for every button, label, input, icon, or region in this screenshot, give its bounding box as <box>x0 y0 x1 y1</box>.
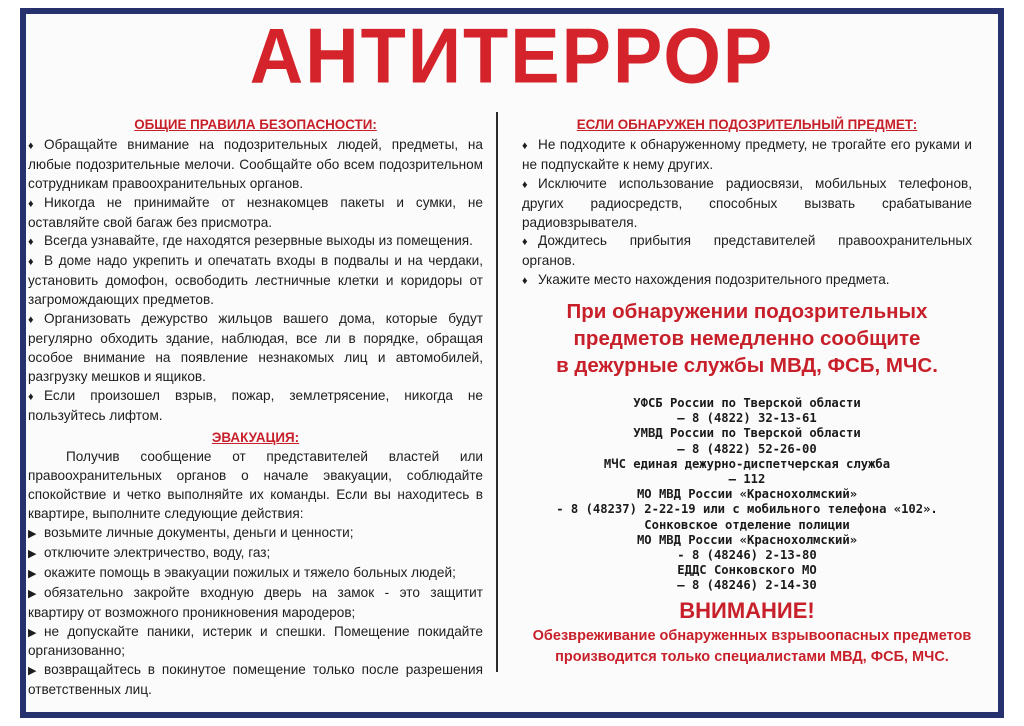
warning-text: Обезвреживание обнаруженных взрывоопасных предметов производится только специалистами МВД, ФСБ, МЧС. <box>532 628 972 665</box>
list-item <box>28 544 483 564</box>
diamond-bullet-icon: ♦ <box>522 178 528 191</box>
list-item <box>522 271 972 291</box>
list-item <box>522 175 972 233</box>
warning-title: ВНИМАНИЕ! <box>679 598 815 623</box>
diamond-bullet-icon: ♦ <box>28 139 34 152</box>
triangle-bullet-icon: ▶ <box>28 547 37 560</box>
list-item <box>28 310 483 387</box>
diamond-bullet-icon: ♦ <box>28 197 34 210</box>
suspicious-object-heading: ЕСЛИ ОБНАРУЖЕН ПОДОЗРИТЕЛЬНЫЙ ПРЕДМЕТ: <box>576 117 918 132</box>
list-item-text: Не подходите к обнаруженному предмету, не трогайте его руками и не подпускайте к нему других. <box>522 136 972 172</box>
report-notice <box>522 298 972 379</box>
list-item-text: отключите электричество, воду, газ; <box>44 544 271 560</box>
contact-line: ЕДДС Сонковского МО <box>677 563 817 578</box>
report-line: предметов немедленно сообщите <box>573 327 921 350</box>
list-item <box>28 661 483 700</box>
list-item-text: Если произошел взрыв, пожар, землетрясение, никогда не пользуйтесь лифтом. <box>28 387 483 423</box>
list-item <box>28 387 483 426</box>
contact-line: – 8 (48246) 2-14-30 <box>677 578 817 593</box>
suspicious-object-list <box>522 136 972 291</box>
contact-line: УФСБ России по Тверской области <box>633 396 861 410</box>
triangle-bullet-icon: ▶ <box>28 567 37 580</box>
contact-line: МО МВД России «Краснохолмский» <box>636 487 858 502</box>
list-item <box>522 232 972 271</box>
evacuation-heading: ЭВАКУАЦИЯ: <box>211 429 300 445</box>
list-item <box>522 136 972 175</box>
list-item <box>28 584 483 623</box>
diamond-bullet-icon: ♦ <box>522 236 528 249</box>
list-item <box>28 194 483 233</box>
diamond-bullet-icon: ♦ <box>28 256 34 269</box>
diamond-bullet-icon: ♦ <box>522 139 528 152</box>
list-item-text: В доме надо укрепить и опечатать входы в подвалы и на чердаки, установить домофон, освободить лестничные клетки и коридоры от загромождающих предметов. <box>28 253 483 308</box>
list-item-text: Организовать дежурство жильцов вашего дома, которые будут регулярно обходить здание, наблюдая, все ли в порядке, обращая особое внимание на появление незнакомых лиц и автомобилей, разгрузку мешков и ящиков. <box>28 311 483 384</box>
evacuation-list <box>28 524 483 700</box>
report-line: При обнаружении подозрительных <box>566 300 928 323</box>
list-item <box>28 564 483 584</box>
contacts-block <box>522 396 972 594</box>
list-item-text: Всегда узнавайте, где находятся резервные выходы из помещения. <box>44 233 473 249</box>
diamond-bullet-icon: ♦ <box>28 390 34 403</box>
contact-line: УМВД России по Тверской области <box>633 426 861 441</box>
list-item-text: Обращайте внимание на подозрительных людей, предметы, на любые подозрительные мелочи. Сообщайте обо всем подозрительном сотрудникам правоохранительных органов. <box>28 136 483 191</box>
list-item <box>28 252 483 310</box>
general-rules-heading: ОБЩИЕ ПРАВИЛА БЕЗОПАСНОСТИ: <box>134 117 377 132</box>
list-item <box>28 524 483 544</box>
triangle-bullet-icon: ▶ <box>28 587 37 600</box>
list-item-text: Никогда не принимайте от незнакомцев пакеты и сумки, не оставляйте свой багаж без присмотра. <box>28 194 483 230</box>
right-column <box>522 116 972 291</box>
triangle-bullet-icon: ▶ <box>28 665 37 678</box>
poster-title: АНТИТЕРРОР <box>249 11 775 100</box>
contact-line: – 8 (4822) 32-13-61 <box>677 411 817 426</box>
diamond-bullet-icon: ♦ <box>28 236 34 249</box>
list-item-text: Исключите использование радиосвязи, мобильных телефонов, других радиосредств, способных вызвать срабатывание радиовзрывателя. <box>522 175 972 230</box>
list-item-text: Укажите место нахождения подозрительного предмета. <box>538 272 890 288</box>
general-rules-list <box>28 136 483 426</box>
list-item <box>28 232 483 252</box>
list-item-text: Дождитесь прибытия представителей правоохранительных органов. <box>522 233 972 269</box>
contact-line: МО МВД России «Краснохолмский» <box>636 532 858 547</box>
contact-line: - 8 (48246) 2-13-80 <box>677 548 817 563</box>
report-line: в дежурные службы МВД, ФСБ, МЧС. <box>556 354 938 377</box>
list-item-text: не допускайте паники, истерик и спешки. Помещение покидайте организованно; <box>28 623 483 659</box>
evacuation-intro: Получив сообщение от представителей властей или правоохранительных органов о начале эвакуации, соблюдайте спокойствие и четко выполняйте их команды. Если вы находитесь в квартире, выполните следующие действия: <box>28 449 483 522</box>
list-item-text: окажите помощь в эвакуации пожилых и тяжело больных людей; <box>44 564 456 580</box>
diamond-bullet-icon: ♦ <box>522 275 528 288</box>
triangle-bullet-icon: ▶ <box>28 528 37 541</box>
list-item-text: обязательно закройте входную дверь на замок - это защитит квартиру от возможного проникновения мародеров; <box>28 584 483 620</box>
contact-line: – 112 <box>728 472 766 487</box>
diamond-bullet-icon: ♦ <box>28 314 34 327</box>
list-item <box>28 623 483 662</box>
contact-line: - 8 (48237) 2-22-19 или с мобильного телефона «102». <box>556 502 938 517</box>
column-divider <box>496 112 498 672</box>
left-column <box>28 116 483 700</box>
list-item <box>28 136 483 194</box>
list-item-text: возвращайтесь в покинутое помещение только после разрешения ответственных лиц. <box>28 662 483 698</box>
list-item-text: возьмите личные документы, деньги и ценности; <box>44 525 354 541</box>
triangle-bullet-icon: ▶ <box>28 626 37 639</box>
contact-line: МЧС единая дежурно-диспетчерская служба <box>603 456 891 471</box>
contact-line: – 8 (4822) 52-26-00 <box>677 441 817 456</box>
contact-line: Сонковское отделение полиции <box>644 517 850 532</box>
